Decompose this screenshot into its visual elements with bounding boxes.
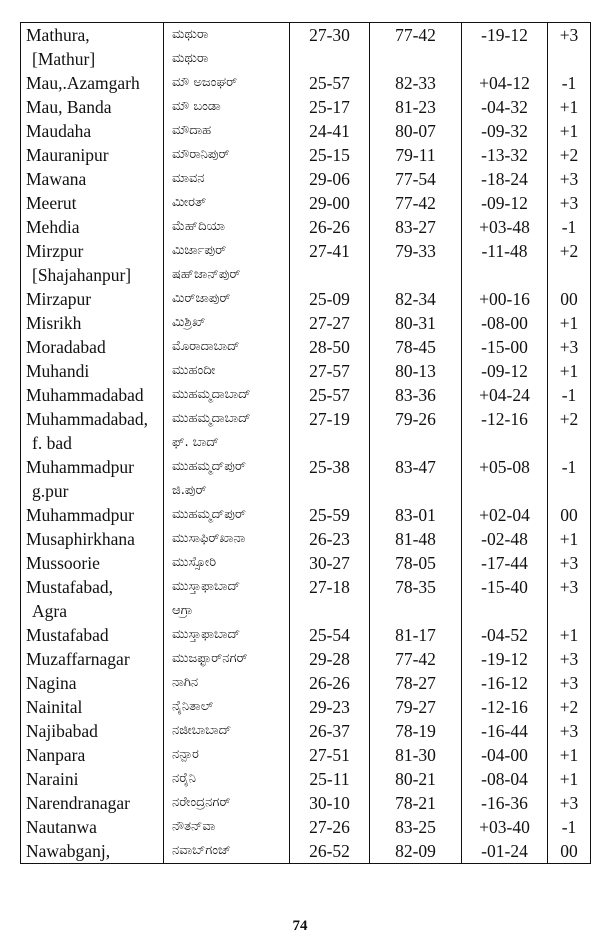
- table-row: [21, 359, 591, 383]
- kannada-name: ಮುಹಮ್ಮದಾಬಾದ್: [172, 387, 251, 402]
- kannada-name: ಮುಸ್ತಾಫಾಬಾದ್: [172, 579, 241, 594]
- kannada-name-cell: [164, 671, 290, 695]
- table-row: [21, 167, 591, 191]
- latitude-cell: 29-28: [290, 647, 370, 671]
- longitude-cell: 83-36: [370, 383, 462, 407]
- kannada-name-cell: [164, 239, 290, 287]
- time-difference-cell: -16-12: [462, 671, 548, 695]
- kannada-name: ಮೌರಾನಿಪುರ್: [172, 147, 230, 162]
- longitude-cell: 80-21: [370, 767, 462, 791]
- place-name: [Mathur]: [32, 49, 96, 69]
- kannada-name: ನಜೀಬಾಬಾದ್: [172, 723, 232, 738]
- longitude-cell: 78-21: [370, 791, 462, 815]
- kannada-name-cell: [164, 455, 290, 503]
- time-difference-cell: -09-12: [462, 359, 548, 383]
- table-row: [21, 311, 591, 335]
- correction-cell: 00: [548, 503, 591, 527]
- correction-cell: +3: [548, 719, 591, 743]
- table-row: [21, 407, 591, 455]
- table-row: [21, 551, 591, 575]
- longitude-cell: 83-27: [370, 215, 462, 239]
- correction-cell: +3: [548, 671, 591, 695]
- longitude-cell: 79-11: [370, 143, 462, 167]
- longitude-cell: 77-42: [370, 23, 462, 72]
- longitude-cell: 81-30: [370, 743, 462, 767]
- correction-cell: +1: [548, 527, 591, 551]
- latitude-cell: 25-57: [290, 383, 370, 407]
- correction-cell: +3: [548, 23, 591, 72]
- kannada-name-cell: [164, 695, 290, 719]
- correction-cell: -1: [548, 71, 591, 95]
- correction-cell: +2: [548, 143, 591, 167]
- latitude-cell: 27-51: [290, 743, 370, 767]
- page-number: 74: [292, 918, 308, 934]
- kannada-name: ಮಾವನ: [172, 171, 205, 186]
- kannada-name: ಮುಹಂದೀ: [172, 363, 216, 378]
- correction-cell: -1: [548, 815, 591, 839]
- place-name-cell: [21, 455, 164, 503]
- latitude-cell: 30-27: [290, 551, 370, 575]
- time-difference-cell: -02-48: [462, 527, 548, 551]
- latitude-cell: 26-37: [290, 719, 370, 743]
- place-name: Nagina: [26, 673, 77, 693]
- kannada-name: ಷಹ್‌ಜಾನ್‌ಪುರ್: [172, 267, 241, 282]
- time-difference-cell: -19-12: [462, 647, 548, 671]
- kannada-name-cell: [164, 215, 290, 239]
- place-name: Nautanwa: [26, 817, 97, 837]
- latitude-cell: 25-59: [290, 503, 370, 527]
- place-name: Nanpara: [26, 745, 86, 765]
- kannada-name: ಮುಹಮ್ಮದಾಬಾದ್: [172, 411, 251, 426]
- place-name-cell: [21, 503, 164, 527]
- latitude-cell: 27-19: [290, 407, 370, 455]
- place-name: Mathura,: [26, 25, 90, 45]
- kannada-name: ಮಿಶ್ರಿಖ್: [172, 315, 206, 330]
- place-name: Mussoorie: [26, 553, 100, 573]
- table-row: [21, 23, 591, 72]
- longitude-cell: 83-47: [370, 455, 462, 503]
- time-difference-cell: -08-04: [462, 767, 548, 791]
- kannada-name: ಮೌದಾಹ: [172, 123, 212, 138]
- place-name: Mehdia: [26, 217, 80, 237]
- correction-cell: +3: [548, 191, 591, 215]
- places-table: [20, 22, 591, 864]
- kannada-name: ಮುಸ್ಸೋರಿ: [172, 555, 217, 570]
- kannada-name: ಜಿ.ಪುರ್: [172, 483, 207, 498]
- kannada-name-cell: [164, 503, 290, 527]
- kannada-name: ಮೌ ಬಂಡಾ: [172, 99, 221, 114]
- time-difference-cell: -18-24: [462, 167, 548, 191]
- longitude-cell: 80-07: [370, 119, 462, 143]
- time-difference-cell: -12-16: [462, 407, 548, 455]
- place-name-cell: [21, 719, 164, 743]
- table-row: [21, 839, 591, 864]
- place-name: Meerut: [26, 193, 77, 213]
- kannada-name-cell: [164, 23, 290, 72]
- longitude-cell: 83-25: [370, 815, 462, 839]
- place-name-cell: [21, 23, 164, 72]
- correction-cell: 00: [548, 839, 591, 864]
- table-row: [21, 95, 591, 119]
- kannada-name: ನನ್ಪಾರ: [172, 747, 199, 762]
- time-difference-cell: -15-40: [462, 575, 548, 623]
- place-name: g.pur: [32, 481, 69, 501]
- place-name: Muhammadabad: [26, 385, 144, 405]
- correction-cell: +1: [548, 623, 591, 647]
- kannada-name-cell: [164, 551, 290, 575]
- correction-cell: +3: [548, 167, 591, 191]
- place-name: Mirzpur: [26, 241, 84, 261]
- place-name: Muhandi: [26, 361, 90, 381]
- kannada-name: ಮುಹಮ್ಮದ್‌ಪುರ್: [172, 507, 246, 522]
- kannada-name-cell: [164, 359, 290, 383]
- place-name-cell: [21, 383, 164, 407]
- correction-cell: +1: [548, 311, 591, 335]
- kannada-name-cell: [164, 143, 290, 167]
- kannada-name-cell: [164, 311, 290, 335]
- place-name: Agra: [32, 601, 67, 621]
- place-name-cell: [21, 671, 164, 695]
- longitude-cell: 79-33: [370, 239, 462, 287]
- longitude-cell: 77-42: [370, 191, 462, 215]
- kannada-name: ಮಥುರಾ: [172, 27, 209, 42]
- kannada-name: ಮೆಹ್‌ದಿಯಾ: [172, 219, 226, 234]
- longitude-cell: 80-31: [370, 311, 462, 335]
- longitude-cell: 80-13: [370, 359, 462, 383]
- place-name: Mau, Banda: [26, 97, 112, 117]
- time-difference-cell: +04-24: [462, 383, 548, 407]
- kannada-name: ಮುಸಾಫಿರ್‌ಖಾನಾ: [172, 531, 246, 546]
- kannada-name-cell: [164, 335, 290, 359]
- place-name: Narendranagar: [26, 793, 130, 813]
- place-name: Muhammadabad,: [26, 409, 148, 429]
- place-name: Muzaffarnagar: [26, 649, 130, 669]
- longitude-cell: 77-54: [370, 167, 462, 191]
- time-difference-cell: +00-16: [462, 287, 548, 311]
- latitude-cell: 26-23: [290, 527, 370, 551]
- kannada-name-cell: [164, 527, 290, 551]
- table-row: [21, 119, 591, 143]
- table-row: [21, 239, 591, 287]
- kannada-name-cell: [164, 839, 290, 864]
- longitude-cell: 78-35: [370, 575, 462, 623]
- table-row: [21, 719, 591, 743]
- place-name-cell: [21, 311, 164, 335]
- kannada-name-cell: [164, 719, 290, 743]
- kannada-name-cell: [164, 743, 290, 767]
- correction-cell: +1: [548, 359, 591, 383]
- time-difference-cell: -09-32: [462, 119, 548, 143]
- longitude-cell: 81-17: [370, 623, 462, 647]
- kannada-name: ಮಿರ್‌ಜಾಪುರ್: [172, 291, 231, 306]
- place-name-cell: [21, 335, 164, 359]
- time-difference-cell: -19-12: [462, 23, 548, 72]
- place-name: [Shajahanpur]: [32, 265, 132, 285]
- table-row: [21, 71, 591, 95]
- time-difference-cell: -16-36: [462, 791, 548, 815]
- table-row: [21, 503, 591, 527]
- place-name: Mustafabad,: [26, 577, 113, 597]
- table-row: [21, 287, 591, 311]
- longitude-cell: 81-48: [370, 527, 462, 551]
- kannada-name: ಫ್. ಬಾದ್: [172, 435, 219, 450]
- latitude-cell: 27-57: [290, 359, 370, 383]
- place-name-cell: [21, 743, 164, 767]
- kannada-name-cell: [164, 623, 290, 647]
- latitude-cell: 29-06: [290, 167, 370, 191]
- time-difference-cell: -13-32: [462, 143, 548, 167]
- time-difference-cell: -04-52: [462, 623, 548, 647]
- latitude-cell: 29-23: [290, 695, 370, 719]
- time-difference-cell: -01-24: [462, 839, 548, 864]
- table-row: [21, 143, 591, 167]
- place-name: Mau,.Azamgarh: [26, 73, 140, 93]
- place-name: Nainital: [26, 697, 83, 717]
- longitude-cell: 82-33: [370, 71, 462, 95]
- longitude-cell: 83-01: [370, 503, 462, 527]
- kannada-name: ಮೌ ಅಜಂಘರ್: [172, 75, 238, 90]
- place-name-cell: [21, 71, 164, 95]
- longitude-cell: 78-27: [370, 671, 462, 695]
- latitude-cell: 27-41: [290, 239, 370, 287]
- place-name: Najibabad: [26, 721, 98, 741]
- kannada-name-cell: [164, 647, 290, 671]
- table-row: [21, 455, 591, 503]
- kannada-name-cell: [164, 119, 290, 143]
- latitude-cell: 25-15: [290, 143, 370, 167]
- correction-cell: +1: [548, 95, 591, 119]
- place-name-cell: [21, 407, 164, 455]
- latitude-cell: 25-57: [290, 71, 370, 95]
- time-difference-cell: -15-00: [462, 335, 548, 359]
- kannada-name: ಮೀರತ್: [172, 195, 207, 210]
- place-name: Mustafabad: [26, 625, 109, 645]
- time-difference-cell: -16-44: [462, 719, 548, 743]
- place-name-cell: [21, 839, 164, 864]
- correction-cell: -1: [548, 383, 591, 407]
- place-name-cell: [21, 647, 164, 671]
- table-row: [21, 815, 591, 839]
- place-name: Moradabad: [26, 337, 106, 357]
- place-name-cell: [21, 767, 164, 791]
- time-difference-cell: -04-00: [462, 743, 548, 767]
- longitude-cell: 78-45: [370, 335, 462, 359]
- place-name-cell: [21, 215, 164, 239]
- latitude-cell: 27-18: [290, 575, 370, 623]
- kannada-name-cell: [164, 95, 290, 119]
- latitude-cell: 25-09: [290, 287, 370, 311]
- time-difference-cell: +04-12: [462, 71, 548, 95]
- kannada-name: ಆಗ್ರಾ: [172, 603, 193, 618]
- longitude-cell: 79-26: [370, 407, 462, 455]
- kannada-name: ಮಥುರಾ: [172, 51, 209, 66]
- correction-cell: +1: [548, 767, 591, 791]
- place-name-cell: [21, 143, 164, 167]
- latitude-cell: 27-27: [290, 311, 370, 335]
- place-name: Muhammadpur: [26, 457, 134, 477]
- place-name: Maudaha: [26, 121, 92, 141]
- latitude-cell: 25-17: [290, 95, 370, 119]
- correction-cell: +2: [548, 239, 591, 287]
- correction-cell: +2: [548, 407, 591, 455]
- kannada-name-cell: [164, 71, 290, 95]
- table-row: [21, 671, 591, 695]
- place-name: Muhammadpur: [26, 505, 134, 525]
- correction-cell: +3: [548, 647, 591, 671]
- time-difference-cell: -09-12: [462, 191, 548, 215]
- time-difference-cell: +03-48: [462, 215, 548, 239]
- kannada-name: ಮುಜಫ್ಫಾರ್‌ನಗರ್: [172, 651, 248, 666]
- correction-cell: +1: [548, 743, 591, 767]
- place-name-cell: [21, 287, 164, 311]
- longitude-cell: 82-34: [370, 287, 462, 311]
- table-row: [21, 647, 591, 671]
- table-row: [21, 623, 591, 647]
- place-name: Musaphirkhana: [26, 529, 135, 549]
- latitude-cell: 25-11: [290, 767, 370, 791]
- kannada-name: ನಾಗಿನ: [172, 675, 199, 690]
- correction-cell: +1: [548, 119, 591, 143]
- kannada-name-cell: [164, 767, 290, 791]
- place-name-cell: [21, 623, 164, 647]
- time-difference-cell: +05-08: [462, 455, 548, 503]
- latitude-cell: 29-00: [290, 191, 370, 215]
- time-difference-cell: -17-44: [462, 551, 548, 575]
- table-row: [21, 191, 591, 215]
- place-name-cell: [21, 551, 164, 575]
- kannada-name: ನವಾಬ್‌ಗಂಜ್: [172, 843, 231, 858]
- correction-cell: +3: [548, 575, 591, 623]
- time-difference-cell: +02-04: [462, 503, 548, 527]
- kannada-name: ನೌತನ್‌ವಾ: [172, 819, 216, 834]
- correction-cell: +3: [548, 791, 591, 815]
- correction-cell: -1: [548, 455, 591, 503]
- table-row: [21, 335, 591, 359]
- latitude-cell: 27-26: [290, 815, 370, 839]
- correction-cell: +3: [548, 551, 591, 575]
- longitude-cell: 81-23: [370, 95, 462, 119]
- latitude-cell: 28-50: [290, 335, 370, 359]
- place-name: Mirzapur: [26, 289, 92, 309]
- correction-cell: +2: [548, 695, 591, 719]
- place-name-cell: [21, 239, 164, 287]
- longitude-cell: 78-19: [370, 719, 462, 743]
- time-difference-cell: -11-48: [462, 239, 548, 287]
- kannada-name: ನರೇಂದ್ರನಗರ್: [172, 795, 231, 810]
- kannada-name-cell: [164, 191, 290, 215]
- latitude-cell: 27-30: [290, 23, 370, 72]
- place-name-cell: [21, 791, 164, 815]
- place-name-cell: [21, 191, 164, 215]
- place-name: Nawabganj,: [26, 841, 111, 861]
- latitude-cell: 25-38: [290, 455, 370, 503]
- place-name-cell: [21, 359, 164, 383]
- table-row: [21, 791, 591, 815]
- places-table-body: [21, 23, 591, 864]
- longitude-cell: 79-27: [370, 695, 462, 719]
- latitude-cell: 26-26: [290, 215, 370, 239]
- correction-cell: 00: [548, 287, 591, 311]
- place-name-cell: [21, 119, 164, 143]
- table-row: [21, 575, 591, 623]
- kannada-name: ಮುಸ್ತಾಫಾಬಾದ್: [172, 627, 241, 642]
- kannada-name: ಮುಹಮ್ಮದ್‌ಪುರ್: [172, 459, 246, 474]
- table-row: [21, 527, 591, 551]
- kannada-name: ನೈನಿತಾಲ್: [172, 699, 214, 714]
- place-name-cell: [21, 575, 164, 623]
- place-name: Mawana: [26, 169, 87, 189]
- kannada-name: ಮೊರಾದಾಬಾದ್: [172, 339, 240, 354]
- place-name-cell: [21, 167, 164, 191]
- kannada-name: ನರೈನಿ: [172, 771, 197, 786]
- latitude-cell: 25-54: [290, 623, 370, 647]
- latitude-cell: 30-10: [290, 791, 370, 815]
- table-row: [21, 767, 591, 791]
- kannada-name-cell: [164, 791, 290, 815]
- latitude-cell: 24-41: [290, 119, 370, 143]
- kannada-name: ಮಿರ್ಜಾಪುರ್: [172, 243, 227, 258]
- place-name-cell: [21, 815, 164, 839]
- kannada-name-cell: [164, 575, 290, 623]
- correction-cell: +3: [548, 335, 591, 359]
- time-difference-cell: -08-00: [462, 311, 548, 335]
- place-name-cell: [21, 695, 164, 719]
- place-name-cell: [21, 95, 164, 119]
- table-row: [21, 743, 591, 767]
- kannada-name-cell: [164, 383, 290, 407]
- place-name: Mauranipur: [26, 145, 109, 165]
- kannada-name-cell: [164, 407, 290, 455]
- kannada-name-cell: [164, 287, 290, 311]
- place-name: Misrikh: [26, 313, 82, 333]
- latitude-cell: 26-52: [290, 839, 370, 864]
- time-difference-cell: +03-40: [462, 815, 548, 839]
- table-row: [21, 383, 591, 407]
- kannada-name-cell: [164, 815, 290, 839]
- place-name: Naraini: [26, 769, 79, 789]
- place-name: f. bad: [32, 433, 72, 453]
- place-name-cell: [21, 527, 164, 551]
- longitude-cell: 77-42: [370, 647, 462, 671]
- table-row: [21, 215, 591, 239]
- table-row: [21, 695, 591, 719]
- kannada-name-cell: [164, 167, 290, 191]
- time-difference-cell: -04-32: [462, 95, 548, 119]
- latitude-cell: 26-26: [290, 671, 370, 695]
- correction-cell: -1: [548, 215, 591, 239]
- longitude-cell: 82-09: [370, 839, 462, 864]
- longitude-cell: 78-05: [370, 551, 462, 575]
- page-content: [20, 22, 590, 864]
- time-difference-cell: -12-16: [462, 695, 548, 719]
